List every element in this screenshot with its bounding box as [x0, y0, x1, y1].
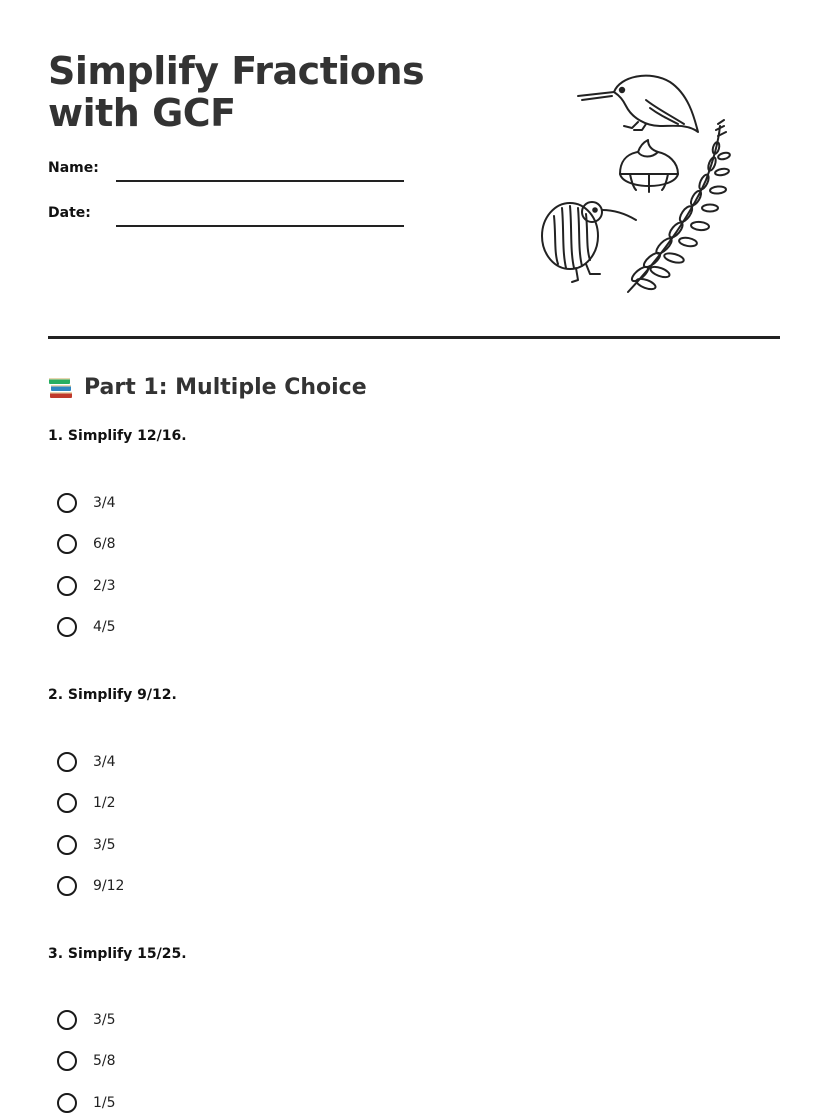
- part1-title-text: Part 1: Multiple Choice: [84, 375, 367, 400]
- name-label: Name:: [48, 160, 99, 176]
- radio-button[interactable]: [57, 1010, 77, 1030]
- question-2: 2. Simplify 9/12.: [48, 687, 177, 703]
- radio-button[interactable]: [57, 835, 77, 855]
- radio-button[interactable]: [57, 576, 77, 596]
- option-label: 2/3: [93, 578, 116, 594]
- option-label: 3/5: [93, 837, 116, 853]
- question-3: 3. Simplify 15/25.: [48, 946, 187, 962]
- books-icon: [48, 376, 74, 400]
- worksheet-title: Simplify Fractions with GCF: [48, 49, 425, 135]
- radio-button[interactable]: [57, 493, 77, 513]
- question-1-option-1[interactable]: [57, 490, 116, 516]
- radio-button[interactable]: [57, 793, 77, 813]
- question-2-option-4[interactable]: [57, 873, 124, 899]
- question-2-option-1[interactable]: [57, 749, 116, 775]
- question-2-option-2[interactable]: [57, 790, 116, 816]
- question-3-option-1[interactable]: [57, 1007, 116, 1033]
- date-field-line[interactable]: [116, 225, 404, 227]
- option-label: 5/8: [93, 1053, 116, 1069]
- bird-icon: [578, 76, 698, 132]
- option-label: 3/5: [93, 1012, 116, 1028]
- radio-button[interactable]: [57, 876, 77, 896]
- question-3-option-3[interactable]: [57, 1090, 116, 1116]
- date-label: Date:: [48, 205, 91, 221]
- kiwi-bird-icon: [542, 202, 636, 282]
- question-1-option-3[interactable]: [57, 573, 116, 599]
- option-label: 6/8: [93, 536, 116, 552]
- question-1-option-2[interactable]: [57, 531, 116, 557]
- header-divider: [48, 336, 780, 339]
- question-1-option-4[interactable]: [57, 614, 116, 640]
- name-field-line[interactable]: [116, 180, 404, 182]
- fern-icon: [628, 120, 731, 292]
- radio-button[interactable]: [57, 1093, 77, 1113]
- option-label: 3/4: [93, 495, 116, 511]
- radio-button[interactable]: [57, 617, 77, 637]
- radio-button[interactable]: [57, 1051, 77, 1071]
- question-3-option-2[interactable]: [57, 1048, 116, 1074]
- part1-title: [48, 372, 367, 404]
- pavlova-icon: [620, 140, 678, 192]
- radio-button[interactable]: [57, 534, 77, 554]
- option-label: 4/5: [93, 619, 116, 635]
- kiwi-illustration: [528, 60, 768, 300]
- option-label: 1/5: [93, 1095, 116, 1111]
- radio-button[interactable]: [57, 752, 77, 772]
- option-label: 3/4: [93, 754, 116, 770]
- option-label: 1/2: [93, 795, 116, 811]
- question-2-option-3[interactable]: [57, 832, 116, 858]
- option-label: 9/12: [93, 878, 125, 894]
- question-1: 1. Simplify 12/16.: [48, 428, 187, 444]
